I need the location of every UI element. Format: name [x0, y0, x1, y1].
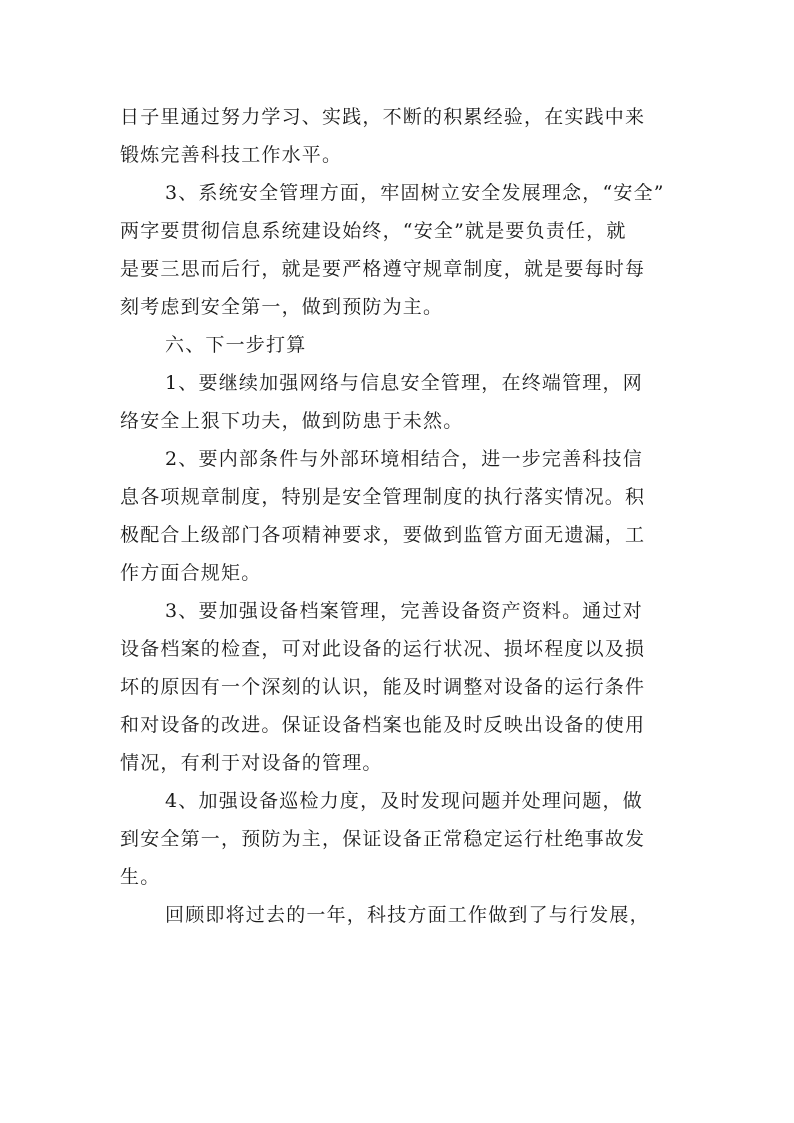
body-text — [120, 98, 680, 934]
text-line: 极配合上级部门各项精神要求，要做到监管方面无遗漏，工 — [120, 524, 646, 546]
text-line: 刻考虑到安全第一，做到预防为主。 — [120, 296, 444, 318]
section-heading: 六、下一步打算 — [165, 334, 307, 356]
text-line: 两字要贯彻信息系统建设始终，“安全”就是要负责任，就 — [120, 220, 627, 242]
text-line: 4、加强设备巡检力度，及时发现问题并处理问题，做 — [165, 790, 643, 812]
text-line: 锻炼完善科技工作水平。 — [120, 144, 343, 166]
text-line: 回顾即将过去的一年，科技方面工作做到了与行发展， — [165, 904, 650, 926]
text-line: 是要三思而后行，就是要严格遵守规章制度，就是要每时每 — [120, 258, 646, 280]
text-line: 情况，有利于对设备的管理。 — [120, 752, 383, 774]
text-line: 息各项规章制度，特别是安全管理制度的执行落实情况。积 — [120, 486, 646, 508]
text-line: 3、要加强设备档案管理，完善设备资产资料。通过对 — [165, 600, 643, 622]
text-line: 生。 — [120, 866, 161, 888]
text-line: 1、要继续加强网络与信息安全管理，在终端管理，网 — [165, 372, 643, 394]
text-line: 作方面合规矩。 — [120, 562, 262, 584]
text-line: 设备档案的检查，可对此设备的运行状况、损坏程度以及损 — [120, 638, 646, 660]
text-line: 日子里通过努力学习、实践，不断的积累经验，在实践中来 — [120, 106, 646, 128]
text-line: 络安全上狠下功夫，做到防患于未然。 — [120, 410, 464, 432]
text-line: 3、系统安全管理方面，牢固树立安全发展理念，“安全” — [165, 182, 665, 204]
text-line: 坏的原因有一个深刻的认识，能及时调整对设备的运行条件 — [120, 676, 646, 698]
text-line: 和对设备的改进。保证设备档案也能及时反映出设备的使用 — [120, 714, 646, 736]
text-line: 到安全第一，预防为主，保证设备正常稳定运行杜绝事故发 — [120, 828, 646, 850]
text-line: 2、要内部条件与外部环境相结合，进一步完善科技信 — [165, 448, 643, 470]
